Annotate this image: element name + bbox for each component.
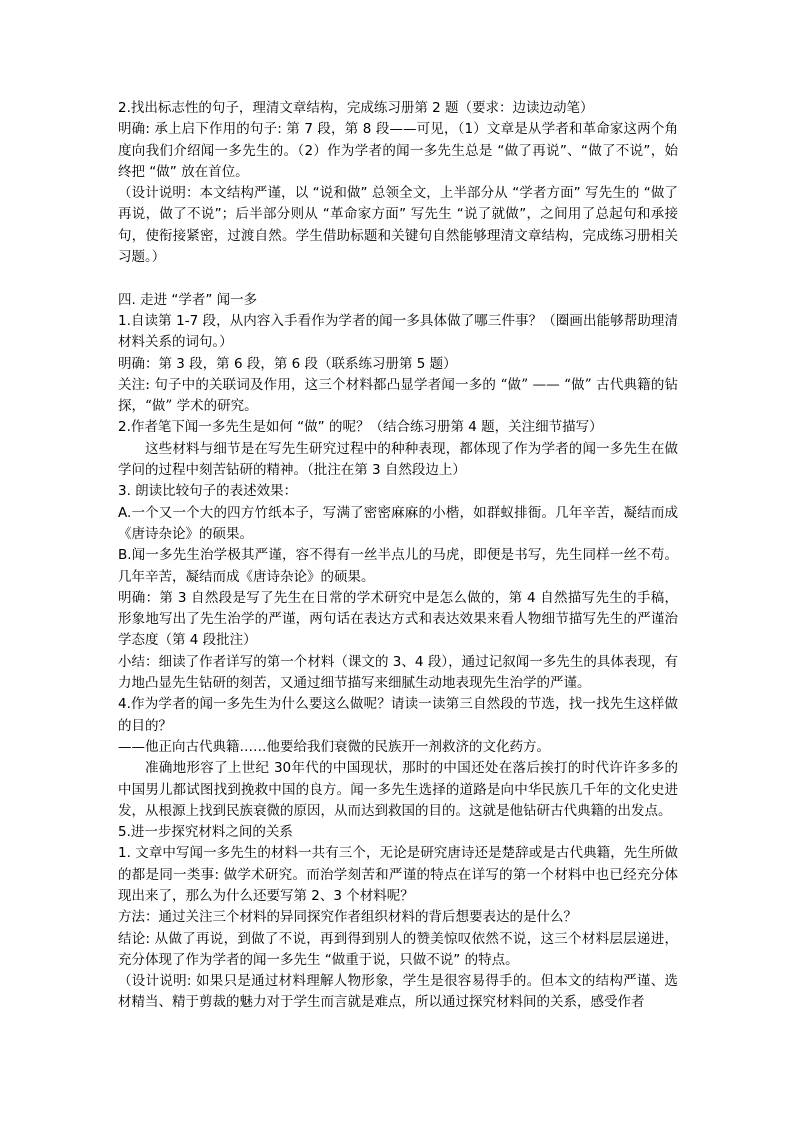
question-4-4: 4.作为学者的闻一多先生为什么要这么做呢？请读一读第三自然段的节选，找一找先生这样做的目的？ [118, 696, 678, 734]
question-4-5: 5.进一步探究材料之间的关系 [118, 824, 293, 841]
section-heading: 四. 走进 “学者” 闻一多 [118, 291, 258, 308]
answer-4-1: 明确：第 3 段，第 6 段，第 6 段（联系练习册第 5 题） [118, 355, 457, 372]
blank-line [118, 268, 678, 289]
method: 方法：通过关注三个材料的异同探究作者组织材料的背后想要表达的是什么？ [118, 909, 577, 926]
summary: 小结：细读了作者详写的第一个材料（课文的 3、4 段），通过记叙闻一多先生的具体表现，有力地凸显先生钻研的刻苦，又通过细节描写来细腻生动地表现先生治学的严谨。 [118, 653, 678, 692]
design-note-2: （设计说明: 如果只是通过材料理解人物形象，学生是很容易得手的。但本文的结构严谨、选材精当、精于剪裁的魅力对于学生而言就是难点，所以通过探究材料间的关系，感受作者 [118, 973, 678, 1011]
conclusion: 结论: 从做了再说，到做了不说，再到得到别人的赞美惊叹依然不说，这三个材料层层递进，充分体现了作为学者的闻一多先生 “做重于说，只做不说” 的特点。 [118, 930, 678, 968]
question-4-1: 1.自读第 1-7 段，从内容入手看作为学者的闻一多具体做了哪三件事？（圈画出能够帮助理清材料关系的词句。） [118, 312, 678, 351]
answer-4-4: 准确地形容了上世纪 30年代的中国现状，那时的中国还处在落后挨打的时代许许多多的中国男儿都试图找到挽救中国的良方。闻一多先生选择的道路是向中华民族几千年的文化史进发，从根源上找到民族衰微的原因，从而达到救国的目的。这就是他钻研古代典籍的出发点。 [118, 760, 678, 819]
question-2: 2.找出标志性的句子，理清文章结构，完成练习册第 2 题（要求：边读边动笔） [118, 100, 594, 116]
answer-4-2: 这些材料与细节是在写先生研究过程中的种种表现，都体现了作为学者的闻一多先生在做学问的过程中刻苦钻研的精神。（批注在第 3 自然段边上） [118, 440, 678, 479]
question-4-5-body: 1. 文章中写闻一多先生的材料一共有三个，无论是研究唐诗还是楚辞或是古代典籍，先生所做的都是同一类事: 做学术研究。而治学刻苦和严谨的特点在详写的第一个材料中也已经充分体现出来了，那么为什么还要写第 2、3 个材料呢？ [118, 845, 678, 904]
quote-4-4: ——他正向古代典籍……他要给我们衰微的民族开一剂救济的文化药方。 [118, 738, 550, 755]
document-page [118, 98, 678, 1014]
sentence-b: B.闻一多先生治学极其严谨，容不得有一丝半点儿的马虎，即便是书写，先生同样一丝不苟。几年辛苦，凝结而成《唐诗杂论》的硕果。 [118, 547, 678, 585]
design-note-1: （设计说明：本文结构严谨，以 “说和做” 总领全文，上半部分从 “学者方面” 写先生的 “做了再说，做了不说”；后半部分则从 “革命家方面” 写先生 “说了就做”，之间用了总起句和承接句，使衔接紧密，过渡自然。学生借助标题和关键句自然能够理清文章结构，完成练习册相关习题。） [118, 185, 678, 266]
note-4-1: 关注: 句子中的关联词及作用，这三个材料都凸显学者闻一多的 “做” —— “做” 古代典籍的钻探，“做” 学术的研究。 [118, 376, 678, 415]
question-4-3: 3. 朗读比较句子的表述效果： [118, 483, 298, 500]
answer-4-3: 明确：第 3 自然段是写了先生在日常的学术研究中是怎么做的，第 4 自然描写先生的手稿，形象地写出了先生治学的严谨，两句话在表达方式和表达效果来看人物细节描写先生的严谨治学态度（第 4 段批注） [118, 589, 678, 649]
answer-2: 明确: 承上启下作用的句子: 第 7 段，第 8 段——可见，（1）文章是从学者和革命家这两个角度向我们介绍闻一多先生的。（2）作为学者的闻一多先生总是 “做了再说”、“做了不说”，始终把 “做” 放在首位。 [118, 121, 678, 180]
sentence-a: A.一个又一个大的四方竹纸本子，写满了密密麻麻的小楷，如群蚁排衙。几年辛苦，凝结而成《唐诗杂论》的硕果。 [118, 504, 678, 542]
question-4-2: 2.作者笔下闻一多先生是如何 “做” 的呢？（结合练习册第 4 题，关注细节描写） [118, 419, 603, 436]
